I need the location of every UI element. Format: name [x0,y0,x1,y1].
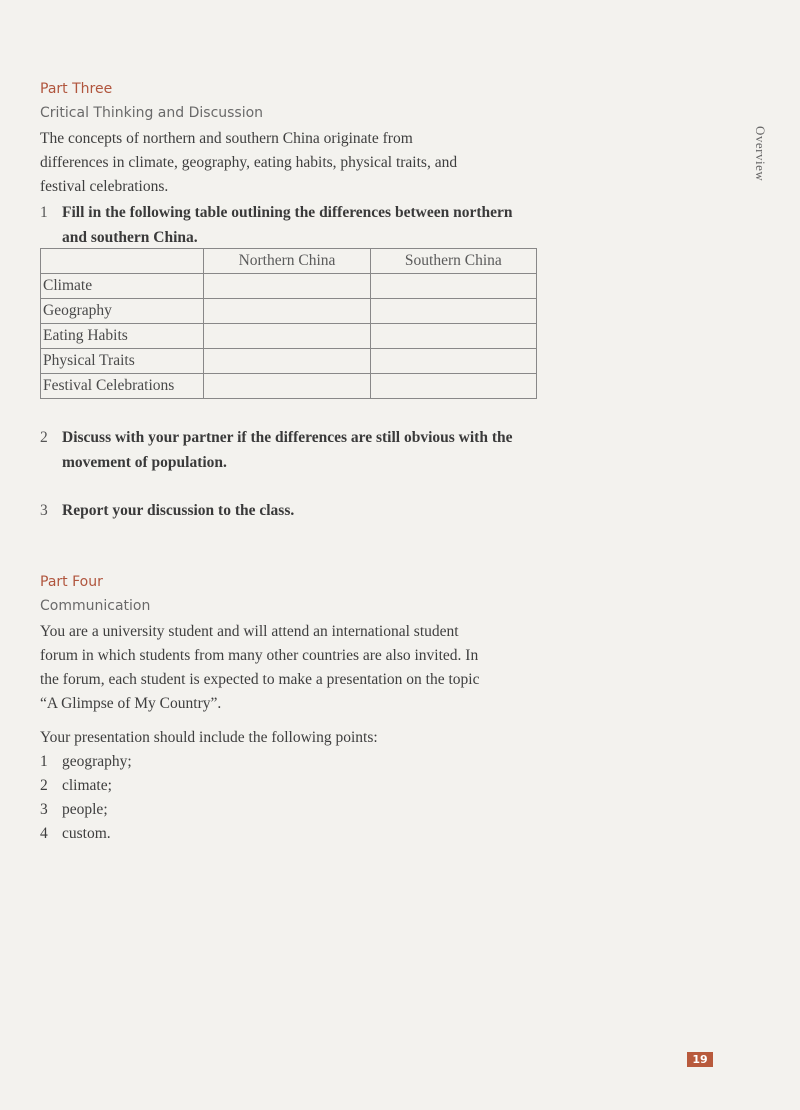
blank-cell[interactable] [204,324,370,349]
intro-line: You are a university student and will attend an international student [40,623,459,640]
point-text: geography; [62,753,132,770]
part-three-intro [40,127,540,199]
task-text: Discuss with your partner if the differences are still obvious with the [62,429,513,446]
intro-line: the forum, each student is expected to make a presentation on the topic [40,671,480,688]
point-number: 3 [40,801,48,818]
blank-cell[interactable] [204,349,370,374]
task-3 [40,498,540,523]
row-label: Climate [41,274,204,299]
part-three-title: Part Three [40,81,113,97]
task-2 [40,425,540,475]
task-text: and southern China. [62,229,198,246]
table-header-cell [41,249,204,274]
row-label: Festival Celebrations [41,374,204,399]
blank-cell[interactable] [370,324,536,349]
intro-line: festival celebrations. [40,178,169,195]
task-text: movement of population. [62,454,227,471]
table-row [41,374,537,399]
part-three-subtitle: Critical Thinking and Discussion [40,105,264,121]
row-label: Geography [41,299,204,324]
differences-table [40,248,537,399]
part-four-intro [40,620,560,716]
blank-cell[interactable] [370,299,536,324]
intro-line: forum in which students from many other countries are also invited. In [40,647,479,664]
point-number: 2 [40,777,48,794]
table-row [41,299,537,324]
table-header-cell: Southern China [370,249,536,274]
intro-line: The concepts of northern and southern China originate from [40,130,413,147]
blank-cell[interactable] [204,274,370,299]
blank-cell[interactable] [204,299,370,324]
blank-cell[interactable] [370,374,536,399]
blank-cell[interactable] [370,349,536,374]
intro-line: “A Glimpse of My Country”. [40,695,222,712]
row-label: Physical Traits [41,349,204,374]
table-row [41,324,537,349]
table-row [41,349,537,374]
task-1 [40,200,540,250]
part-four-title: Part Four [40,574,103,590]
task-number: 2 [40,429,48,446]
task-text: Fill in the following table outlining the differences between northern [62,204,513,221]
task-text: Report your discussion to the class. [62,502,295,519]
point-text: people; [62,801,108,818]
table-header-row [41,249,537,274]
point-text: climate; [62,777,112,794]
blank-cell[interactable] [370,274,536,299]
intro-line: differences in climate, geography, eating habits, physical traits, and [40,154,458,171]
part-four-subtitle: Communication [40,598,151,614]
point-text: custom. [62,825,111,842]
row-label: Eating Habits [41,324,204,349]
point-number: 1 [40,753,48,770]
blank-cell[interactable] [204,374,370,399]
section-side-label: Overview [753,126,768,182]
task-number: 1 [40,204,48,221]
table-header-cell: Northern China [204,249,370,274]
point-number: 4 [40,825,48,842]
task-number: 3 [40,502,48,519]
page-number-badge: 19 [687,1052,713,1067]
table-row [41,274,537,299]
points-lead: Your presentation should include the following points: [40,729,378,746]
